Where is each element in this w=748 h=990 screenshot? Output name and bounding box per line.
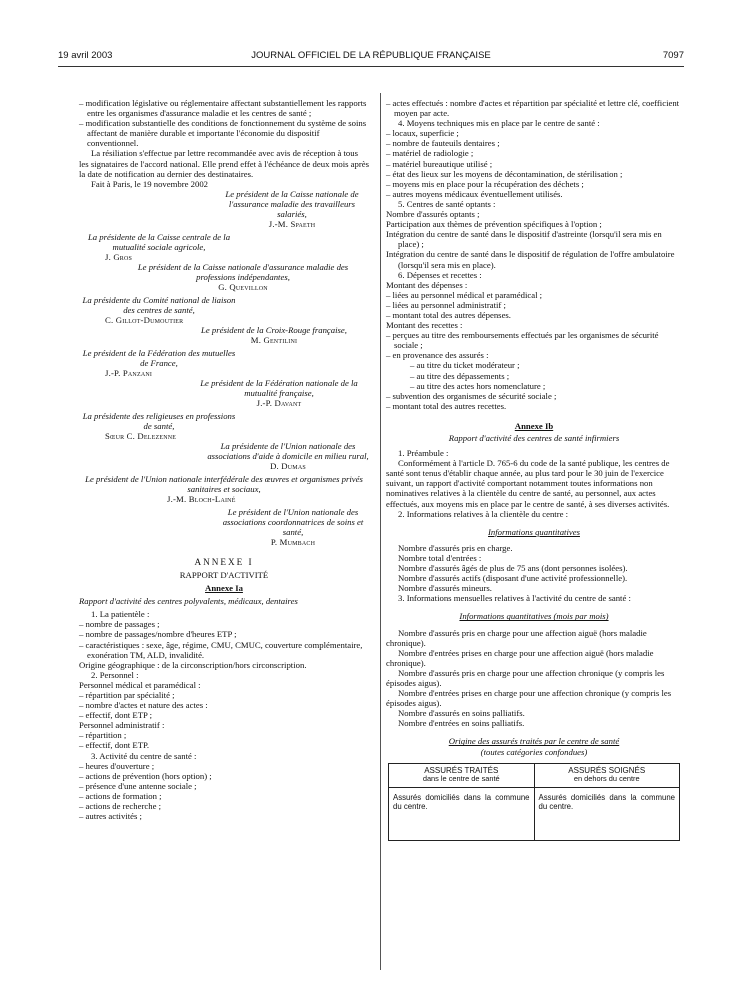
signature-block — [217, 507, 369, 547]
list-item: – montant total des autres dépenses. — [386, 309, 511, 320]
list-item: Montant des dépenses : — [386, 279, 468, 290]
right-column — [386, 98, 682, 841]
signature-block — [79, 295, 239, 325]
list-item: – au titre des dépassements ; — [410, 370, 510, 381]
table-cell: Assurés domiciliés dans la commune du centre. — [534, 787, 680, 840]
list-item: Personnel médical et paramédical : — [79, 679, 201, 690]
column-divider — [380, 93, 381, 970]
list-item: Participation aux thèmes de prévention spécifiques à l'option ; — [386, 219, 602, 230]
list-item: – matériel bureautique utilisé ; — [386, 158, 493, 169]
list-item: – au titre des actes hors nomenclature ; — [410, 380, 546, 391]
header-title: JOURNAL OFFICIEL DE LA RÉPUBLIQUE FRANÇAISE — [251, 50, 491, 61]
list-item: – actions de prévention (hors option) ; — [79, 770, 212, 781]
section-heading: 4. Moyens techniques mis en place par le centre de santé : — [398, 118, 600, 129]
quant-item: Nombre d'assurés âgés de plus de 75 ans (dont personnes isolées). — [398, 563, 628, 574]
section-heading: 5. Centres de santé optants : — [398, 198, 496, 209]
monthly-item: Nombre d'assurés pris en charge pour une affection chronique (y compris les épisodes aigus). — [386, 667, 665, 688]
fait-line: Fait à Paris, le 19 novembre 2002 — [91, 178, 209, 189]
table-caption-sub: (toutes catégories confondues) — [480, 746, 588, 757]
signature-title: Le président de la Croix-Rouge française, — [201, 324, 347, 335]
signature-name: Sœur C. Delezenne — [105, 430, 177, 441]
quant-item: Nombre d'assurés mineurs. — [398, 583, 492, 594]
list-item: – actions de formation ; — [79, 790, 162, 801]
annex-ib-title: Rapport d'activité des centres de santé infirmiers — [448, 433, 620, 443]
table-header-cell — [389, 763, 535, 787]
list-item: – liées au personnel médical et paramédical ; — [386, 289, 543, 300]
intro-item: – modification législative ou réglementaire affectant substantiellement les rapports entre les organismes d'assurance maladie et les centres de santé ; — [79, 98, 367, 119]
list-item: – heures d'ouverture ; — [79, 760, 155, 771]
signature-name: J. Gros — [105, 251, 133, 262]
quant-item: Nombre d'assurés pris en charge. — [398, 542, 513, 553]
origin-table — [388, 763, 680, 841]
signature-title: La présidente du Comité national de liaison des centres de santé, — [82, 294, 236, 315]
list-item: – en provenance des assurés : — [386, 350, 489, 361]
header-date: 19 avril 2003 — [58, 50, 113, 61]
signature-name: J.-P. Davant — [256, 397, 302, 408]
signature-block — [79, 232, 239, 262]
list-item: – montant total des autres recettes. — [386, 400, 507, 411]
signature-block — [179, 325, 369, 345]
annex-subtitle: RAPPORT D'ACTIVITÉ — [179, 569, 269, 580]
list-item: Intégration du centre de santé dans le dispositif d'astreinte (lorsqu'il sera mis en place) ; — [386, 229, 662, 250]
list-item: – actes effectués : nombre d'actes et répartition par spécialité et lettre clé, coefficient moyen par acte. — [386, 98, 680, 119]
signature-block — [217, 189, 367, 229]
list-item: – au titre du ticket modérateur ; — [410, 360, 520, 371]
left-column — [79, 98, 369, 821]
list-item: – subvention des organismes de sécurité sociale ; — [386, 390, 557, 401]
list-item: – moyens mis en place pour la récupération des déchets ; — [386, 178, 584, 189]
list-item: – matériel de radiologie ; — [386, 148, 474, 159]
signature-name: G. Quevillon — [218, 281, 268, 292]
table-cell: Assurés domiciliés dans la commune du centre. — [389, 787, 535, 840]
monthly-item: Nombre d'entrées en soins palliatifs. — [398, 718, 525, 729]
signature-title: Le président de la Caisse nationale d'assurance maladie des professions indépendantes, — [137, 261, 349, 282]
signature-name: C. Gillot-Dumoutier — [105, 314, 184, 325]
info-quant-heading: Informations quantitatives — [488, 526, 580, 537]
info-quant-month-heading: Informations quantitatives (mois par mois) — [459, 611, 609, 622]
monthly-item: Nombre d'entrées prises en charge pour une affection chronique (y compris les épisodes aigus). — [386, 688, 672, 709]
list-item: – présence d'une antenne sociale ; — [79, 780, 197, 791]
signature-title: La présidente des religieuses en professions de santé, — [82, 410, 236, 431]
list-item: – caractéristiques : sexe, âge, régime, CMU, CMUC, couverture complémentaire, exonération TM, ALD, invalidité. — [79, 639, 363, 660]
signature-block — [189, 378, 369, 408]
annex-title: ANNEXE I — [194, 556, 254, 567]
annex-ia-body — [79, 609, 369, 821]
annex-ib-heading: Annexe Ib — [514, 420, 554, 431]
table-header-cell — [534, 763, 680, 787]
header-sub: dans le centre de santé — [422, 774, 500, 784]
header-sub: en dehors du centre — [573, 774, 640, 784]
annex-ia-title: Rapport d'activité des centres polyvalents, médicaux, dentaires — [79, 596, 298, 607]
preambule-paragraph: Conformément à l'article D. 765-6 du code de la santé publique, les centres de santé sont tenus d'établir chaque année, au plus tard pour le 30 juin de l'exercice suivant, un rapport d'activité comportant notamment toutes informations non nominatives relatives à la clientèle du centre de santé, au personnel, aux actes effectués, aux moyens mis en place par le centre de santé, à ses diverses activités. — [386, 458, 670, 509]
resiliation-paragraph: La résiliation s'effectue par lettre recommandée avec avis de réception à tous les signataires de l'accord national. Elle prend effet à l'échéance de deux mois après la date de notification au dernier des destinataires. — [79, 148, 370, 179]
table-row — [389, 787, 680, 840]
list-item: – répartition par spécialité ; — [79, 689, 175, 700]
section-heading: 3. Activité du centre de santé : — [91, 750, 197, 761]
signature-block — [207, 441, 369, 471]
list-item: – répartition ; — [79, 730, 127, 741]
table-caption: Origine des assurés traités par le centre de santé — [448, 736, 620, 747]
header-main: ASSURÉS TRAITÉS — [424, 765, 499, 775]
list-item: – effectif, dont ETP. — [79, 740, 150, 751]
header-page-number: 7097 — [662, 50, 684, 61]
section-heading: 2. Personnel : — [91, 669, 139, 680]
list-item: Personnel administratif : — [79, 720, 165, 731]
signature-block — [79, 411, 239, 441]
monthly-item: Nombre d'assurés en soins palliatifs. — [398, 708, 525, 719]
intro-item: – modification substantielle des conditions de fonctionnement du système de soins affectant de manière durable et importante l'économie du dispositif conventionnel. — [79, 118, 367, 149]
page-header — [58, 50, 684, 64]
list-item: – perçues au titre des remboursements effectués par les organismes de sécurité sociale ; — [386, 330, 659, 351]
section-heading: 2. Informations relatives à la clientèle du centre : — [398, 508, 569, 519]
signature-title: La présidente de la Caisse centrale de la mutualité sociale agricole, — [87, 231, 231, 252]
annex-ia-heading: Annexe Ia — [205, 583, 243, 594]
list-item: Intégration du centre de santé dans le dispositif de régulation de l'offre ambulatoire (lorsqu'il sera mis en place). — [386, 249, 675, 270]
signature-block — [79, 348, 239, 378]
section-heading: 6. Dépenses et recettes : — [398, 269, 482, 280]
signature-name: P. Mumbach — [270, 536, 316, 547]
section-heading: 1. Préambule : — [398, 448, 449, 459]
signature-name: J.-P. Panzani — [105, 367, 153, 378]
signature-block — [119, 262, 367, 292]
signature-title: La présidente de l'Union nationale des associations d'aide à domicile en milieu rural, — [207, 440, 369, 461]
list-item: Origine géographique : de la circonscription/hors circonscription. — [79, 659, 307, 670]
table-header-row — [389, 763, 680, 787]
signature-title: Le président de l'Union nationale des associations coordonnatrices de soins et santé, — [222, 506, 364, 537]
list-item: – liées au personnel administratif ; — [386, 299, 506, 310]
list-item: – autres moyens médicaux éventuellement utilisés. — [386, 188, 563, 199]
header-main: ASSURÉS SOIGNÉS — [568, 765, 646, 775]
list-item: – nombre de passages ; — [79, 619, 160, 630]
quant-item: Nombre d'assurés actifs (disposant d'une activité professionnelle). — [398, 573, 628, 584]
signature-title: Le président de la Caisse nationale de l'assurance maladie des travailleurs salariés, — [225, 188, 359, 219]
list-item: – actions de recherche ; — [79, 801, 162, 811]
signature-name: J.-M. Bloch-Lainé — [167, 493, 236, 504]
header-rule — [58, 66, 684, 67]
list-item: – nombre de passages/nombre d'heures ETP ; — [79, 629, 237, 640]
quant-item: Nombre total d'entrées : — [398, 552, 482, 563]
list-item: – état des lieux sur les moyens de décontamination, de stérilisation ; — [386, 168, 623, 179]
signature-block — [79, 474, 369, 504]
list-item: Nombre d'assurés optants ; — [386, 209, 480, 220]
section-heading: 3. Informations mensuelles relatives à l'activité du centre de santé : — [398, 593, 631, 604]
signature-name: D. Dumas — [270, 460, 306, 471]
list-item: – autres activités ; — [79, 811, 142, 822]
list-item: Montant des recettes : — [386, 320, 463, 331]
monthly-item: Nombre d'assurés pris en charge pour une affection aiguë (hors maladie chronique). — [386, 627, 647, 648]
list-item: – nombre d'actes et nature des actes : — [79, 700, 208, 711]
signature-name: J.-M. Spaeth — [268, 218, 316, 229]
list-item: – effectif, dont ETP ; — [79, 710, 153, 721]
monthly-item: Nombre d'entrées prises en charge pour une affection aiguë (hors maladie chronique). — [386, 647, 654, 668]
list-item: – nombre de fauteuils dentaires ; — [386, 138, 500, 149]
signature-name: M. Gentilini — [250, 334, 298, 345]
section-heading: 1. La patientèle : — [91, 609, 150, 620]
signature-title: Le président de la Fédération nationale de la mutualité française, — [200, 377, 358, 398]
signature-title: Le président de l'Union nationale interfédérale des œuvres et organismes privés sanitaires et sociaux, — [85, 473, 363, 494]
signature-title: Le président de la Fédération des mutuelles de France, — [82, 347, 236, 368]
list-item: – locaux, superficie ; — [386, 128, 459, 139]
